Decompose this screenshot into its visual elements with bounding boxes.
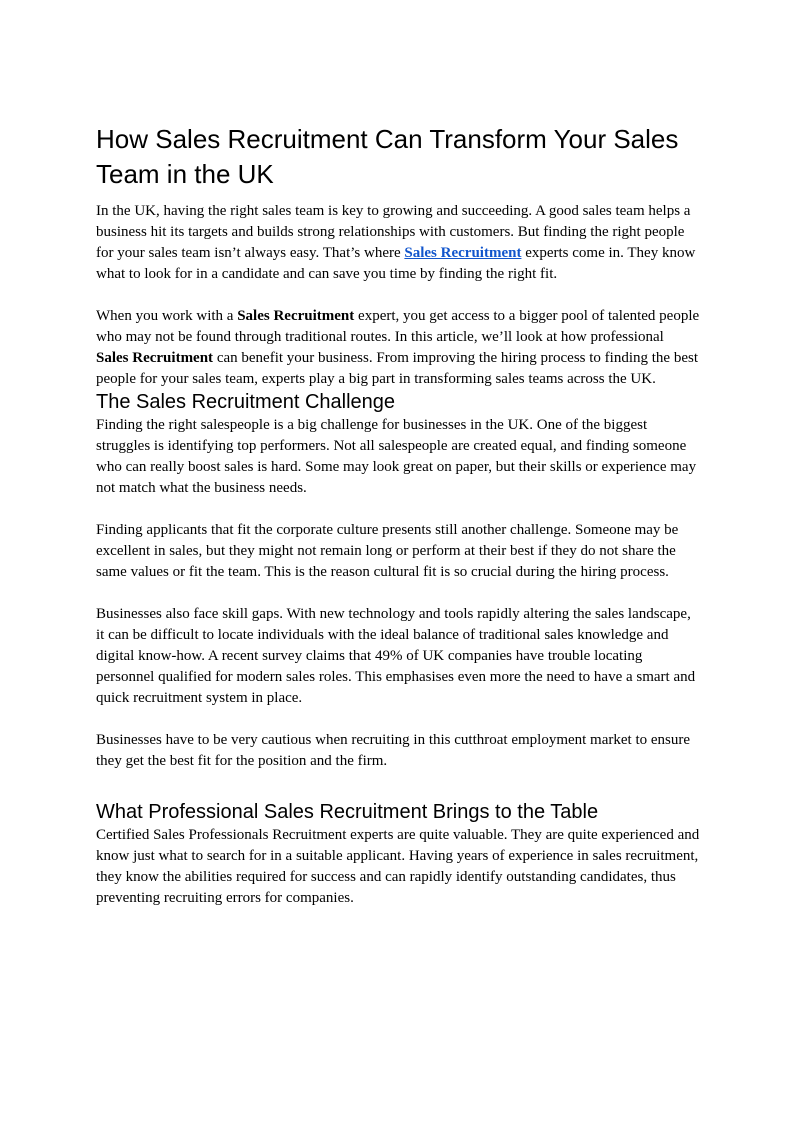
bold-term-1: Sales Recruitment (237, 308, 355, 324)
intro-text-2a: When you work with a (96, 308, 238, 324)
document-page (96, 118, 700, 909)
bold-term-2: Sales Recruitment (96, 350, 214, 366)
intro-text-1b: experts come in. They know what to look for in a candidate and can save you time by finding the right fit. (96, 245, 696, 282)
intro-text-2b: expert, you get access to a bigger pool of talented people who may not be found through traditional routes. In this article, we’ll look at how professional (96, 308, 700, 345)
intro-paragraph-1 (96, 201, 700, 285)
challenge-paragraph-3: Businesses also face skill gaps. With new technology and tools rapidly altering the sales landscape, it can be difficult to locate individuals with the ideal balance of traditional sales knowledge and digital know-how. A recent survey claims that 49% of UK companies have trouble locating personnel qualified for modern sales roles. This emphasises even more the need to have a smart and quick recruitment system in place. (96, 606, 696, 706)
challenge-heading: The Sales Recruitment Challenge (96, 391, 396, 413)
professional-paragraph-1: Certified Sales Professionals Recruitment experts are quite valuable. They are quite experienced and know just what to search for in a suitable applicant. Having years of experience in sales recruitment, they know the abilities required for success and can rapidly identify outstanding candidates, thus preventing recruiting errors for companies. (96, 827, 700, 906)
challenge-paragraph-4: Businesses have to be very cautious when recruiting in this cutthroat employment market to ensure they get the best fit for the position and the firm. (96, 732, 691, 769)
intro-paragraph-2 (96, 306, 700, 390)
challenge-paragraph-2: Finding applicants that fit the corporate culture presents still another challenge. Someone may be excellent in sales, but they might not remain long or perform at their best if they do not share the same values or fit the team. This is the reason cultural fit is so crucial during the hiring process. (96, 522, 679, 580)
sales-recruitment-link[interactable]: Sales Recruitment (404, 245, 522, 261)
intro-text-2c: can benefit your business. From improving the hiring process to finding the best people for your sales team, experts play a big part in transforming sales teams across the UK. (96, 350, 698, 387)
challenge-paragraph-1: Finding the right salespeople is a big challenge for businesses in the UK. One of the biggest struggles is identifying top performers. Not all salespeople are created equal, and finding someone who can really boost sales is hard. Some may look great on paper, but their skills or experience may not match what the business needs. (96, 417, 697, 496)
intro-text-1a: In the UK, having the right sales team is key to growing and succeeding. A good sales team helps a business hit its targets and builds strong relationships with customers. But finding the right people for your sales team isn’t always easy. That’s where (96, 203, 691, 261)
professional-heading: What Professional Sales Recruitment Brings to the Table (96, 801, 599, 823)
page-title: How Sales Recruitment Can Transform Your Sales Team in the UK (96, 124, 679, 189)
